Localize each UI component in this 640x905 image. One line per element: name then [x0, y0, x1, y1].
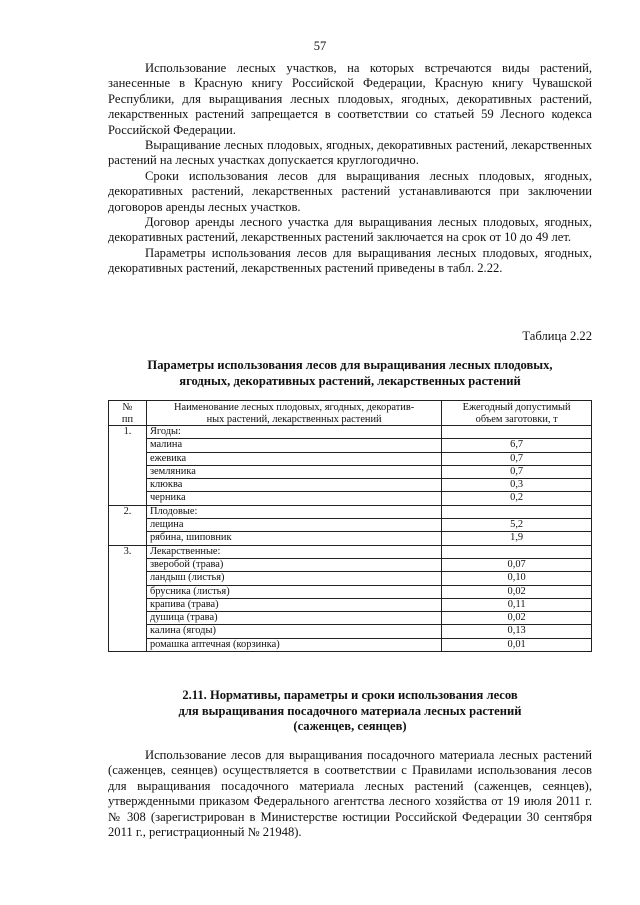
row-number-cell	[109, 492, 147, 505]
table-caption: Таблица 2.22	[522, 329, 592, 343]
row-number-cell	[109, 598, 147, 611]
header-text: Ежегодный допустимый	[462, 402, 571, 413]
row-number-cell	[109, 439, 147, 452]
section-title-line: (саженцев, сеянцев)	[293, 719, 407, 734]
volume-cell: 0,10	[442, 572, 592, 585]
volume-cell: 0,13	[442, 625, 592, 638]
table-row	[109, 558, 592, 571]
table-row	[109, 465, 592, 478]
table-row	[109, 492, 592, 505]
table-row	[109, 612, 592, 625]
table-row	[109, 439, 592, 452]
paragraph: Договор аренды лесного участка для выращивания лесных плодовых, ягодных, декоративных растений, лекарственных растений заключается на срок от 10 до 49 лет.	[108, 215, 592, 245]
volume-cell: 0,02	[442, 585, 592, 598]
table-row	[109, 638, 592, 651]
header-text: Наименование лесных плодовых, ягодных, декоратив-	[173, 402, 415, 413]
table-group-row	[109, 426, 592, 439]
table-row	[109, 585, 592, 598]
plant-name-cell: рябина, шиповник	[146, 532, 441, 545]
volume-cell: 6,7	[442, 439, 592, 452]
row-number-cell	[109, 638, 147, 651]
intro-text	[108, 61, 592, 277]
plant-name-cell: земляника	[146, 465, 441, 478]
row-number-cell	[109, 479, 147, 492]
plant-name-cell: лещина	[146, 519, 441, 532]
table-header-row	[109, 401, 592, 426]
row-number-cell	[109, 519, 147, 532]
paragraph: Выращивание лесных плодовых, ягодных, декоративных растений, лекарственных растений на лесных участках допускается круглогодично.	[108, 138, 592, 168]
header-text: объем заготовки, т	[475, 413, 558, 425]
table-row	[109, 598, 592, 611]
volume-cell: 0,2	[442, 492, 592, 505]
volume-cell: 0,01	[442, 638, 592, 651]
row-number-cell	[109, 465, 147, 478]
volume-cell: 1,9	[442, 532, 592, 545]
row-number-cell	[109, 612, 147, 625]
paragraph: Использование лесов для выращивания посадочного материала лесных растений (саженцев, сеянцев) осуществляется в соответствии с Правилами использования лесов для выращивания посадочного материала лесных растений (саженцев, сеянцев), утвержденными приказом Федерального агентства лесного хозяйства от 19 июля 2011 г. № 308 (зарегистрирован в Министерстве юстиции Российской Федерации 30 сентября 2011 г., регистрационный № 21948).	[108, 748, 592, 840]
parameters-table	[108, 400, 592, 652]
group-number-cell: 2.	[109, 505, 147, 518]
table-title-line: Параметры использования лесов для выращивания лесных плодовых,	[147, 358, 553, 372]
row-number-cell	[109, 625, 147, 638]
row-number-cell	[109, 585, 147, 598]
group-value-cell	[442, 545, 592, 558]
header-text: пп	[121, 413, 134, 425]
plant-name-cell: малина	[146, 439, 441, 452]
section-title-line: 2.11. Нормативы, параметры и сроки использования лесов	[182, 688, 518, 702]
table-group-row	[109, 505, 592, 518]
group-number-cell: 3.	[109, 545, 147, 558]
header-volume	[442, 401, 592, 426]
paragraph: Сроки использования лесов для выращивания лесных плодовых, ягодных, декоративных растений, лекарственных растений устанавливаются при заключении договоров аренды лесных участков.	[108, 168, 592, 214]
row-number-cell	[109, 558, 147, 571]
volume-cell: 0,7	[442, 465, 592, 478]
row-number-cell	[109, 532, 147, 545]
volume-cell: 0,7	[442, 452, 592, 465]
page-number: 57	[313, 39, 327, 53]
group-name-cell: Лекарственные:	[146, 545, 441, 558]
plant-name-cell: брусника (листья)	[146, 585, 441, 598]
table-body	[109, 426, 592, 652]
table-row	[109, 625, 592, 638]
table-row	[109, 479, 592, 492]
row-number-cell	[109, 572, 147, 585]
header-name	[146, 401, 441, 426]
plant-name-cell: крапива (трава)	[146, 598, 441, 611]
volume-cell: 0,11	[442, 598, 592, 611]
plant-name-cell: черника	[146, 492, 441, 505]
header-text: ных растений, лекарственных растений	[206, 413, 382, 425]
table-group-row	[109, 545, 592, 558]
plant-name-cell: ландыш (листья)	[146, 572, 441, 585]
plant-name-cell: калина (ягоды)	[146, 625, 441, 638]
group-name-cell: Ягоды:	[146, 426, 441, 439]
section-title	[108, 688, 592, 735]
group-value-cell	[442, 505, 592, 518]
paragraph: Использование лесных участков, на которых встречаются виды растений, занесенные в Красную книгу Российской Федерации, Красную книгу Чувашской Республики, для выращивания лесных плодовых, ягодных, декоративных растений, лекарственных растений запрещается в соответствии со статьей 59 Лесного кодекса Российской Федерации.	[108, 61, 592, 137]
volume-cell: 5,2	[442, 519, 592, 532]
plant-name-cell: клюква	[146, 479, 441, 492]
volume-cell: 0,3	[442, 479, 592, 492]
volume-cell: 0,02	[442, 612, 592, 625]
table-row	[109, 572, 592, 585]
header-number	[109, 401, 147, 426]
closing-text	[108, 748, 592, 840]
plant-name-cell: ежевика	[146, 452, 441, 465]
header-text: №	[122, 402, 133, 413]
paragraph: Параметры использования лесов для выращивания лесных плодовых, ягодных, декоративных растений, лекарственных растений приведены в табл. 2.22.	[108, 245, 592, 276]
table-title-line: ягодных, декоративных растений, лекарственных растений	[179, 373, 521, 388]
table-row	[109, 519, 592, 532]
group-number-cell: 1.	[109, 426, 147, 439]
plant-name-cell: ромашка аптечная (корзинка)	[146, 638, 441, 651]
group-name-cell: Плодовые:	[146, 505, 441, 518]
plant-name-cell: зверобой (трава)	[146, 558, 441, 571]
table-row	[109, 532, 592, 545]
volume-cell: 0,07	[442, 558, 592, 571]
table-row	[109, 452, 592, 465]
section-title-line: для выращивания посадочного материала лесных растений	[178, 703, 522, 718]
plant-name-cell: душица (трава)	[146, 612, 441, 625]
group-value-cell	[442, 426, 592, 439]
table-title	[108, 358, 592, 389]
row-number-cell	[109, 452, 147, 465]
